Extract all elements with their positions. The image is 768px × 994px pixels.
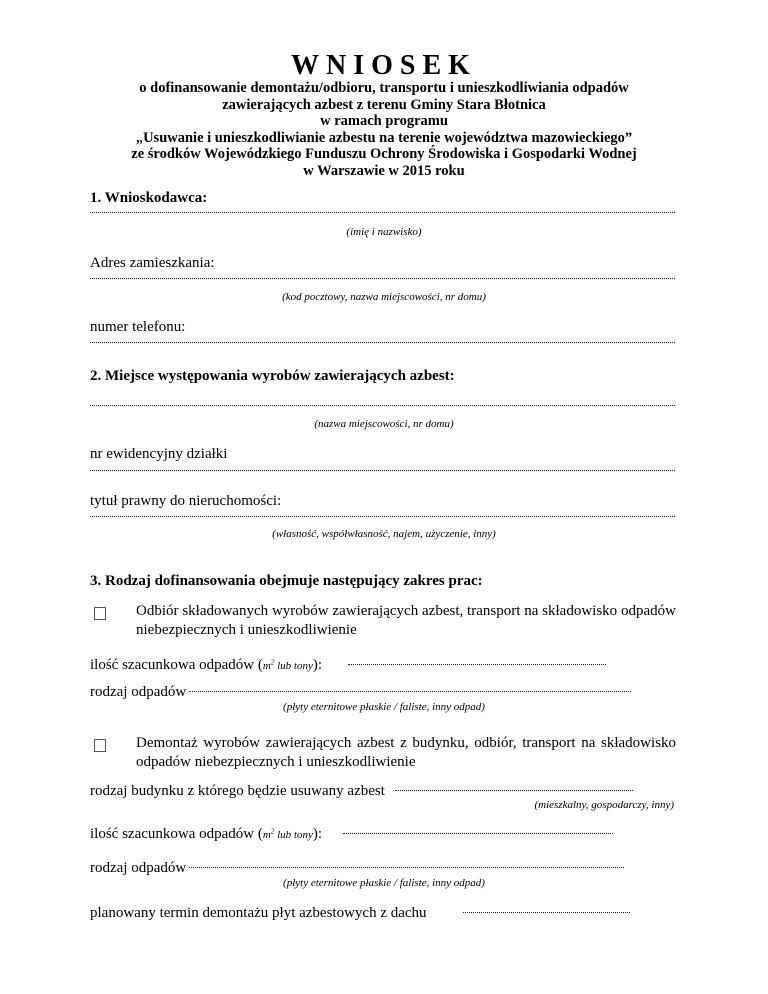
phone-label: numer telefonu:	[90, 319, 186, 335]
subtitle-line: zawierających azbest z terenu Gminy Stara Błotnica	[222, 96, 546, 113]
applicant-name-field[interactable]	[90, 208, 675, 213]
parcel-number-field[interactable]	[90, 466, 675, 471]
parcel-number-label: nr ewidencyjny działki	[90, 446, 228, 462]
address-label: Adres zamieszkania:	[90, 255, 215, 271]
option1-description: Odbiór składowanych wyrobów zawierających azbest, transport na składowisko odpadów niebezpiecznych i unieszkodliwienie	[136, 603, 676, 638]
option1-waste-type-field[interactable]	[189, 687, 631, 692]
option1-quantity-field[interactable]	[348, 660, 606, 665]
section3-heading: 3. Rodzaj dofinansowania obejmuje następujący zakres prac:	[90, 573, 483, 589]
section2-heading: 2. Miejsce występowania wyrobów zawierających azbest:	[90, 368, 455, 384]
legal-title-field[interactable]	[90, 512, 675, 517]
option2-quantity-label: ilość szacunkowa odpadów ($m^2$ lub tony):	[90, 826, 322, 842]
option1-waste-type-label: rodzaj odpadów	[90, 684, 187, 700]
subtitle-line: „Usuwanie i unieszkodliwianie azbestu na terenie województwa mazowieckiego”	[135, 129, 633, 146]
option2-quantity-field[interactable]	[343, 829, 613, 834]
legal-title-label: tytuł prawny do nieruchomości:	[90, 493, 282, 509]
option2-building-field[interactable]	[395, 786, 633, 791]
option2-waste-type-label: rodzaj odpadów	[90, 860, 187, 876]
applicant-name-hint: (imię i nazwisko)	[346, 226, 422, 238]
address-field[interactable]	[90, 274, 675, 279]
subtitle-line: w Warszawie w 2015 roku	[303, 162, 465, 179]
option2-waste-type-hint: (płyty eternitowe płaskie / faliste, inny odpad)	[283, 877, 485, 889]
option2-waste-type-field[interactable]	[189, 863, 624, 868]
option2-building-hint: (mieszkalny, gospodarczy, inny)	[534, 799, 674, 811]
option2-description: Demontaż wyrobów zawierających azbest z budynku, odbiór, transport na składowisko odpadów niebezpiecznych i unieszkodliwienie	[136, 735, 676, 770]
subtitle-line: o dofinansowanie demontażu/odbioru, transportu i unieszkodliwiania odpadów	[139, 80, 629, 96]
section1-heading: 1. Wnioskodawca:	[90, 190, 208, 206]
form-subtitle	[0, 80, 768, 180]
address-hint: (kod pocztowy, nazwa miejscowości, nr domu)	[282, 291, 486, 303]
subtitle-line: w ramach programu	[320, 113, 448, 130]
option1-quantity-label: ilość szacunkowa odpadów ($m^2$ lub tony):	[90, 657, 322, 673]
asbestos-location-field[interactable]	[90, 401, 675, 406]
form-title: WNIOSEK	[291, 50, 477, 81]
option2-building-label: rodzaj budynku z którego będzie usuwany azbest	[90, 783, 385, 799]
asbestos-location-hint: (nazwa miejscowości, nr domu)	[314, 418, 454, 430]
legal-title-hint: (własność, współwłasność, najem, użyczenie, inny)	[272, 528, 496, 540]
option1-checkbox[interactable]	[94, 607, 106, 620]
phone-field[interactable]	[90, 338, 675, 343]
subtitle-line: ze środków Wojewódzkiego Funduszu Ochrony Środowiska i Gospodarki Wodnej	[131, 146, 637, 163]
demolition-term-label: planowany termin demontażu płyt azbestowych z dachu	[90, 905, 427, 921]
demolition-term-field[interactable]	[463, 908, 630, 913]
option1-waste-type-hint: (płyty eternitowe płaskie / faliste, inny odpad)	[283, 701, 485, 713]
option2-checkbox[interactable]	[94, 739, 106, 752]
